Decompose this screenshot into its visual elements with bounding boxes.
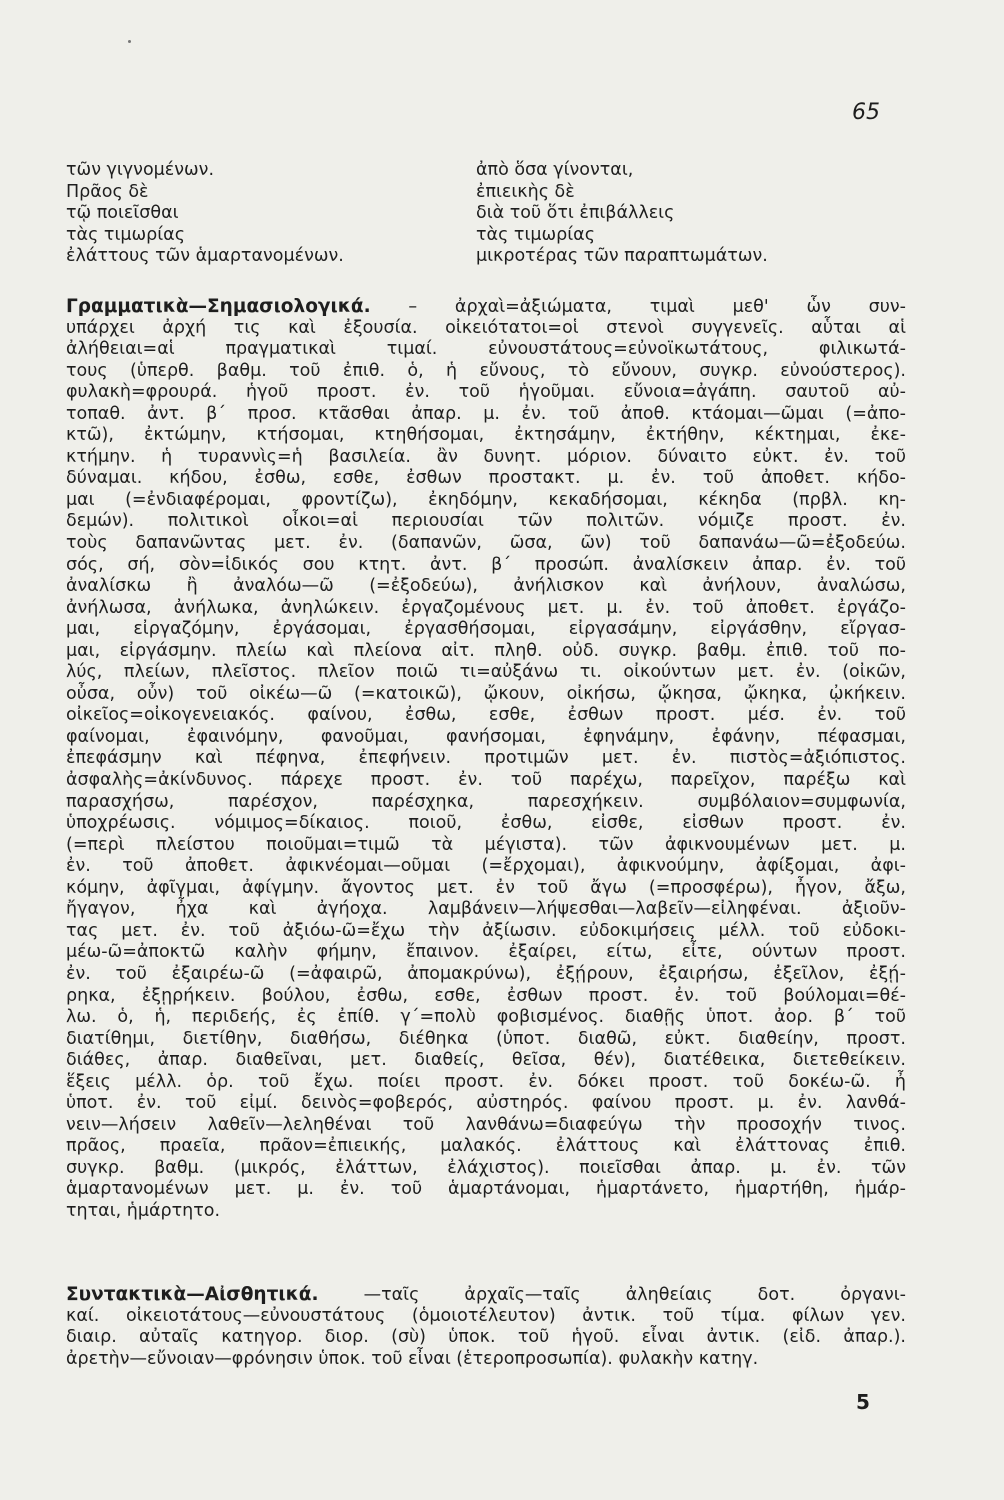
- parallel-row: [66, 182, 906, 204]
- line-text: ἀλήθειαι=αἱ πραγματικαὶ τιμαί. εὐνουστάτους=εὐνοϊκωτάτους, φιλικωτά-: [66, 339, 906, 360]
- page-number: 65: [852, 100, 880, 125]
- text-line: [66, 468, 906, 490]
- text-line: [66, 964, 906, 986]
- line-text: μαι (=ἐνδιαφέρομαι, φροντίζω), ἐκηδόμην, κεκαδήσομαι, κέκηδα (πρβλ. κη-: [66, 489, 906, 510]
- text-line: [66, 641, 906, 663]
- translation-line: ἀπὸ ὅσα γίνονται,: [476, 160, 634, 180]
- line-text: διαιρ. αὐταῖς κατηγορ. διορ. (σὺ) ὑποκ. τοῦ ἡγοῦ. εἶναι ἀντικ. (εἰδ. ἀπαρ.).: [66, 1327, 906, 1348]
- line-text: ἐν. τοῦ ἀποθετ. ἀφικνέομαι—οῦμαι (=ἔρχομαι), ἀφικνούμην, ἀφίξομαι, ἀφι-: [66, 856, 906, 877]
- text-line: [66, 296, 906, 318]
- text-line: [66, 1115, 906, 1137]
- line-text: ἀναλίσκω ἢ ἀναλόω—ῶ (=ἐξοδεύω), ἀνήλισκον καὶ ἀνήλουν, ἀναλώσω,: [66, 576, 906, 597]
- text-line: [66, 835, 906, 857]
- text-line: [66, 662, 906, 684]
- line-text: τηται, ἡμάρτητο.: [66, 1200, 221, 1221]
- line-text: δύναμαι. κήδου, ἐσθω, εσθε, ἐσθων προστακτ. μ. ἐν. τοῦ ἀποθετ. κήδο-: [66, 468, 906, 489]
- line-text: μαι, εἰργαζόμην, ἐργάσομαι, ἐργασθήσομαι, εἰργασάμην, εἰργάσθην, εἴργασ-: [66, 619, 906, 640]
- parallel-row: [66, 246, 906, 268]
- scan-speck: [128, 40, 131, 43]
- line-text: τοπαθ. ἀντ. β΄ προσ. κτᾶσθαι ἀπαρ. μ. ἐν. τοῦ ἀποθ. κτάομαι—ῶμαι (=ἀπο-: [66, 403, 906, 424]
- text-line: [66, 447, 906, 469]
- text-line: [66, 382, 906, 404]
- text-line: [66, 727, 906, 749]
- line-text: – ἀρχαὶ=ἀξιώματα, τιμαὶ μεθ' ὧν συν-: [408, 297, 906, 317]
- text-line: [66, 1007, 906, 1029]
- text-line: [66, 921, 906, 943]
- translation-line: τὰς τιμωρίας: [476, 224, 595, 245]
- parallel-row: [66, 225, 906, 247]
- line-text: δεμών). πολιτικοὶ οἶκοι=αἱ περιουσίαι τῶν πολιτῶν. νόμιζε προστ. ἐν.: [66, 511, 906, 532]
- parallel-text: [66, 160, 906, 268]
- line-text: υπάρχει ἀρχή τις καὶ ἐξουσία. οἰκειότατοι=οἱ στενοὶ συγγενεῖς. αὗται αἱ: [66, 317, 906, 338]
- text-line: [66, 511, 906, 533]
- line-text: ὑποχρέωσις. νόμιμος=δίκαιος. ποιοῦ, ἐσθω, εἰσθε, εἰσθων προστ. ἐν.: [66, 813, 906, 834]
- text-line: [66, 856, 906, 878]
- text-line: [66, 986, 906, 1008]
- line-text: —ταῖς ἀρχαῖς—ταῖς ἀληθείαις δοτ. ὀργανι-: [363, 1285, 906, 1305]
- line-text: ἐν. τοῦ ἐξαιρέω-ῶ (=ἀφαιρῶ, ἀπομακρύνω), ἐξῄρουν, ἐξαιρήσω, ἐξεῖλον, ἐξῄ-: [66, 963, 906, 984]
- line-text: διατίθημι, διετίθην, διαθήσω, διέθηκα (ὑποτ. διαθῶ, εὐκτ. διαθείην, προστ.: [66, 1028, 906, 1049]
- line-text: ἀσφαλὴς=ἀκίνδυνος. πάρεχε προστ. ἐν. τοῦ παρέχω, παρεῖχον, παρέξω καὶ: [66, 770, 906, 791]
- line-text: κτῶ), ἐκτώμην, κτήσομαι, κτηθήσομαι, ἐκτησάμην, ἐκτήθην, κέκτημαι, ἐκε-: [66, 425, 906, 446]
- line-text: τοὺς δαπανῶντας μετ. ἐν. (δαπανῶν, ῶσα, ῶν) τοῦ δαπανάω—ῶ=ἐξοδεύω.: [66, 533, 906, 554]
- line-text: κόμην, ἀφῖγμαι, ἀφίγμην. ἄγοντος μετ. ἐν τοῦ ἄγω (=προσφέρω), ἦγον, ἄξω,: [66, 877, 906, 898]
- text-line: [66, 619, 906, 641]
- text-line: [66, 490, 906, 512]
- text-line: [66, 1179, 906, 1201]
- translation-line: μικροτέρας τῶν παραπτωμάτων.: [476, 246, 768, 266]
- line-text: λω. ὁ, ἡ, περιδεής, ἐς ἐπίθ. γ΄=πολὺ φοβισμένος. διαθῇς ὑποτ. ἀορ. β΄ τοῦ: [66, 1007, 906, 1028]
- parallel-row: [66, 203, 906, 225]
- text-line: [66, 878, 906, 900]
- text-line: [66, 555, 906, 577]
- translation-line: διὰ τοῦ ὅτι ἐπιβάλλεις: [476, 203, 675, 223]
- line-text: πρᾶος, πραεῖα, πρᾶον=ἐπιεικής, μαλακός. ἐλάττους καὶ ἐλάττονας ἐπιθ.: [66, 1136, 906, 1157]
- text-line: [66, 1306, 906, 1328]
- line-text: οὖσα, οὖν) τοῦ οἰκέω—ῶ (=κατοικῶ), ᾤκουν, οἰκήσω, ᾤκησα, ᾤκηκα, ᾠκήκειν.: [66, 683, 906, 704]
- text-line: [66, 770, 906, 792]
- text-line: [66, 942, 906, 964]
- line-text: φυλακὴ=φρουρά. ἡγοῦ προστ. ἐν. τοῦ ἡγοῦμαι. εὔνοια=ἀγάπη. σαυτοῦ αὐ-: [66, 382, 906, 403]
- line-text: τους (ὑπερθ. βαθμ. τοῦ ἐπιθ. ὁ, ἡ εὔνους, τὸ εὔνουν, συγκρ. εὐνούστερος).: [66, 360, 906, 381]
- line-text: ρηκα, ἐξῃρήκειν. βούλου, ἐσθω, εσθε, ἐσθων προστ. ἐν. τοῦ βούλομαι=θέ-: [66, 985, 906, 1006]
- parallel-row: [66, 160, 906, 182]
- text-line: [66, 1158, 906, 1180]
- text-line: [66, 1201, 906, 1223]
- line-text: κτήμην. ἡ τυραννὶς=ἡ βασιλεία. ἂν δυνητ. μόριον. δύναιτο εὐκτ. ἐν. τοῦ: [66, 446, 906, 467]
- line-text: ἁμαρτανομένων μετ. μ. ἐν. τοῦ ἁμαρτάνομαι, ἡμαρτάνετο, ἡμαρτήθη, ἡμάρ-: [66, 1179, 906, 1200]
- ancient-text-line: ἐλάττους τῶν ἁμαρτανομένων.: [66, 246, 344, 266]
- line-text: συγκρ. βαθμ. (μικρός, ἐλάττων, ἐλάχιστος). ποιεῖσθαι ἀπαρ. μ. ἐν. τῶν: [66, 1157, 906, 1178]
- text-line: [66, 1327, 906, 1349]
- line-text: τας μετ. ἐν. τοῦ ἀξιόω-ῶ=ἔχω τὴν ἀξίωσιν. εὐδοκιμήσεις μέλλ. τοῦ εὐδοκι-: [66, 920, 906, 941]
- text-line: [66, 404, 906, 426]
- text-line: [66, 1349, 906, 1371]
- line-text: ἤγαγον, ἦχα καὶ ἀγήοχα. λαμβάνειν—λήψεσθαι—λαβεῖν—εἰληφέναι. ἀξιοῦν-: [66, 899, 906, 920]
- line-text: μαι, εἰργάσμην. πλείω καὶ πλείονα αἰτ. πληθ. οὐδ. συγκρ. βαθμ. ἐπιθ. τοῦ πο-: [66, 640, 906, 661]
- ancient-text-line: τῶν γιγνομένων.: [66, 160, 215, 180]
- line-text: νειν—λήσειν λαθεῖν—λεληθέναι τοῦ λανθάνω=διαφεύγω τὴν προσοχήν τινος.: [66, 1114, 906, 1135]
- text-line: [66, 361, 906, 383]
- text-line: [66, 813, 906, 835]
- signature-mark: 5: [856, 1390, 870, 1414]
- line-text: ἀνήλωσα, ἀνήλωκα, ἀνηλώκειν. ἐργαζομένους μετ. μ. ἐν. τοῦ ἀποθετ. ἐργάζο-: [66, 597, 906, 618]
- line-text: ἀρετὴν—εὔνοιαν—φρόνησιν ὑποκ. τοῦ εἶναι (ἑτεροπροσωπία). φυλακὴν κατηγ.: [66, 1348, 759, 1369]
- text-line: [66, 425, 906, 447]
- text-line: [66, 1029, 906, 1051]
- line-text: λύς, πλείων, πλεῖστος. πλεῖον ποιῶ τι=αὐξάνω τι. οἰκούντων μετ. ἐν. (οἰκῶν,: [66, 662, 906, 683]
- text-line: [66, 748, 906, 770]
- line-text: σός, σή, σὸν=ἰδικός σου κτητ. ἀντ. β΄ προσώπ. ἀναλίσκειν ἀπαρ. ἐν. τοῦ: [66, 554, 906, 575]
- text-line: [66, 1072, 906, 1094]
- text-line: [66, 705, 906, 727]
- text-line: [66, 1136, 906, 1158]
- section-heading: Γραμματικὰ—Σημασιολογικά.: [66, 296, 371, 317]
- text-line: [66, 1050, 906, 1072]
- text-line: [66, 576, 906, 598]
- line-text: παρασχήσω, παρέσχον, παρέσχηκα, παρεσχήκειν. συμβόλαιον=συμφωνία,: [66, 791, 906, 812]
- text-line: [66, 318, 906, 340]
- translation-line: ἐπιεικὴς δὲ: [476, 181, 575, 202]
- line-text: ἐπεφάσμην καὶ πέφηνα, ἐπεφήνειν. προτιμῶν μετ. ἐν. πιστὸς=ἀξιόπιστος.: [66, 748, 906, 769]
- text-line: [66, 339, 906, 361]
- section-heading: Συντακτικὰ—Αἰσθητικά.: [66, 1284, 319, 1305]
- line-text: φαίνομαι, ἐφαινόμην, φανοῦμαι, φανήσομαι, ἐφηνάμην, ἐφάνην, πέφασμαι,: [66, 726, 906, 747]
- line-text: καί. οἰκειοτάτους—εὐνουστάτους (ὁμοιοτέλευτον) ἀντικ. τοῦ τίμα. φίλων γεν.: [66, 1305, 906, 1326]
- line-text: διάθες, ἀπαρ. διαθεῖναι, μετ. διαθείς, θεῖσα, θέν), διατέθεικα, διετεθείκειν.: [66, 1050, 906, 1071]
- line-text: ὑποτ. ἐν. τοῦ εἰμί. δεινὸς=φοβερός, αὐστηρός. φαίνου προστ. μ. ἐν. λανθά-: [66, 1093, 906, 1114]
- grammar-semantics-section: [66, 296, 906, 1223]
- ancient-text-line: τὰς τιμωρίας: [66, 224, 185, 245]
- ancient-text-line: Πρᾶος δὲ: [66, 181, 149, 202]
- syntax-aesthetics-section: [66, 1284, 906, 1370]
- text-line: [66, 1093, 906, 1115]
- text-line: [66, 684, 906, 706]
- text-line: [66, 899, 906, 921]
- ancient-text-line: τῷ ποιεῖσθαι: [66, 203, 179, 223]
- text-line: [66, 1284, 906, 1306]
- line-text: (=περὶ πλείστου ποιοῦμαι=τιμῶ τὰ μέγιστα). τῶν ἀφικνουμένων μετ. μ.: [66, 834, 906, 855]
- text-line: [66, 598, 906, 620]
- line-text: ἕξεις μέλλ. ὁρ. τοῦ ἔχω. ποίει προστ. ἐν. δόκει προστ. τοῦ δοκέω-ῶ. ἦ: [66, 1071, 906, 1092]
- line-text: μέω-ῶ=ἀποκτῶ καλὴν φήμην, ἔπαινον. ἐξαίρει, είτω, εἶτε, ούντων προστ.: [66, 942, 906, 963]
- text-line: [66, 533, 906, 555]
- line-text: οἰκεῖος=οἰκογενειακός. φαίνου, ἐσθω, εσθε, ἐσθων προστ. μέσ. ἐν. τοῦ: [66, 705, 906, 726]
- text-line: [66, 792, 906, 814]
